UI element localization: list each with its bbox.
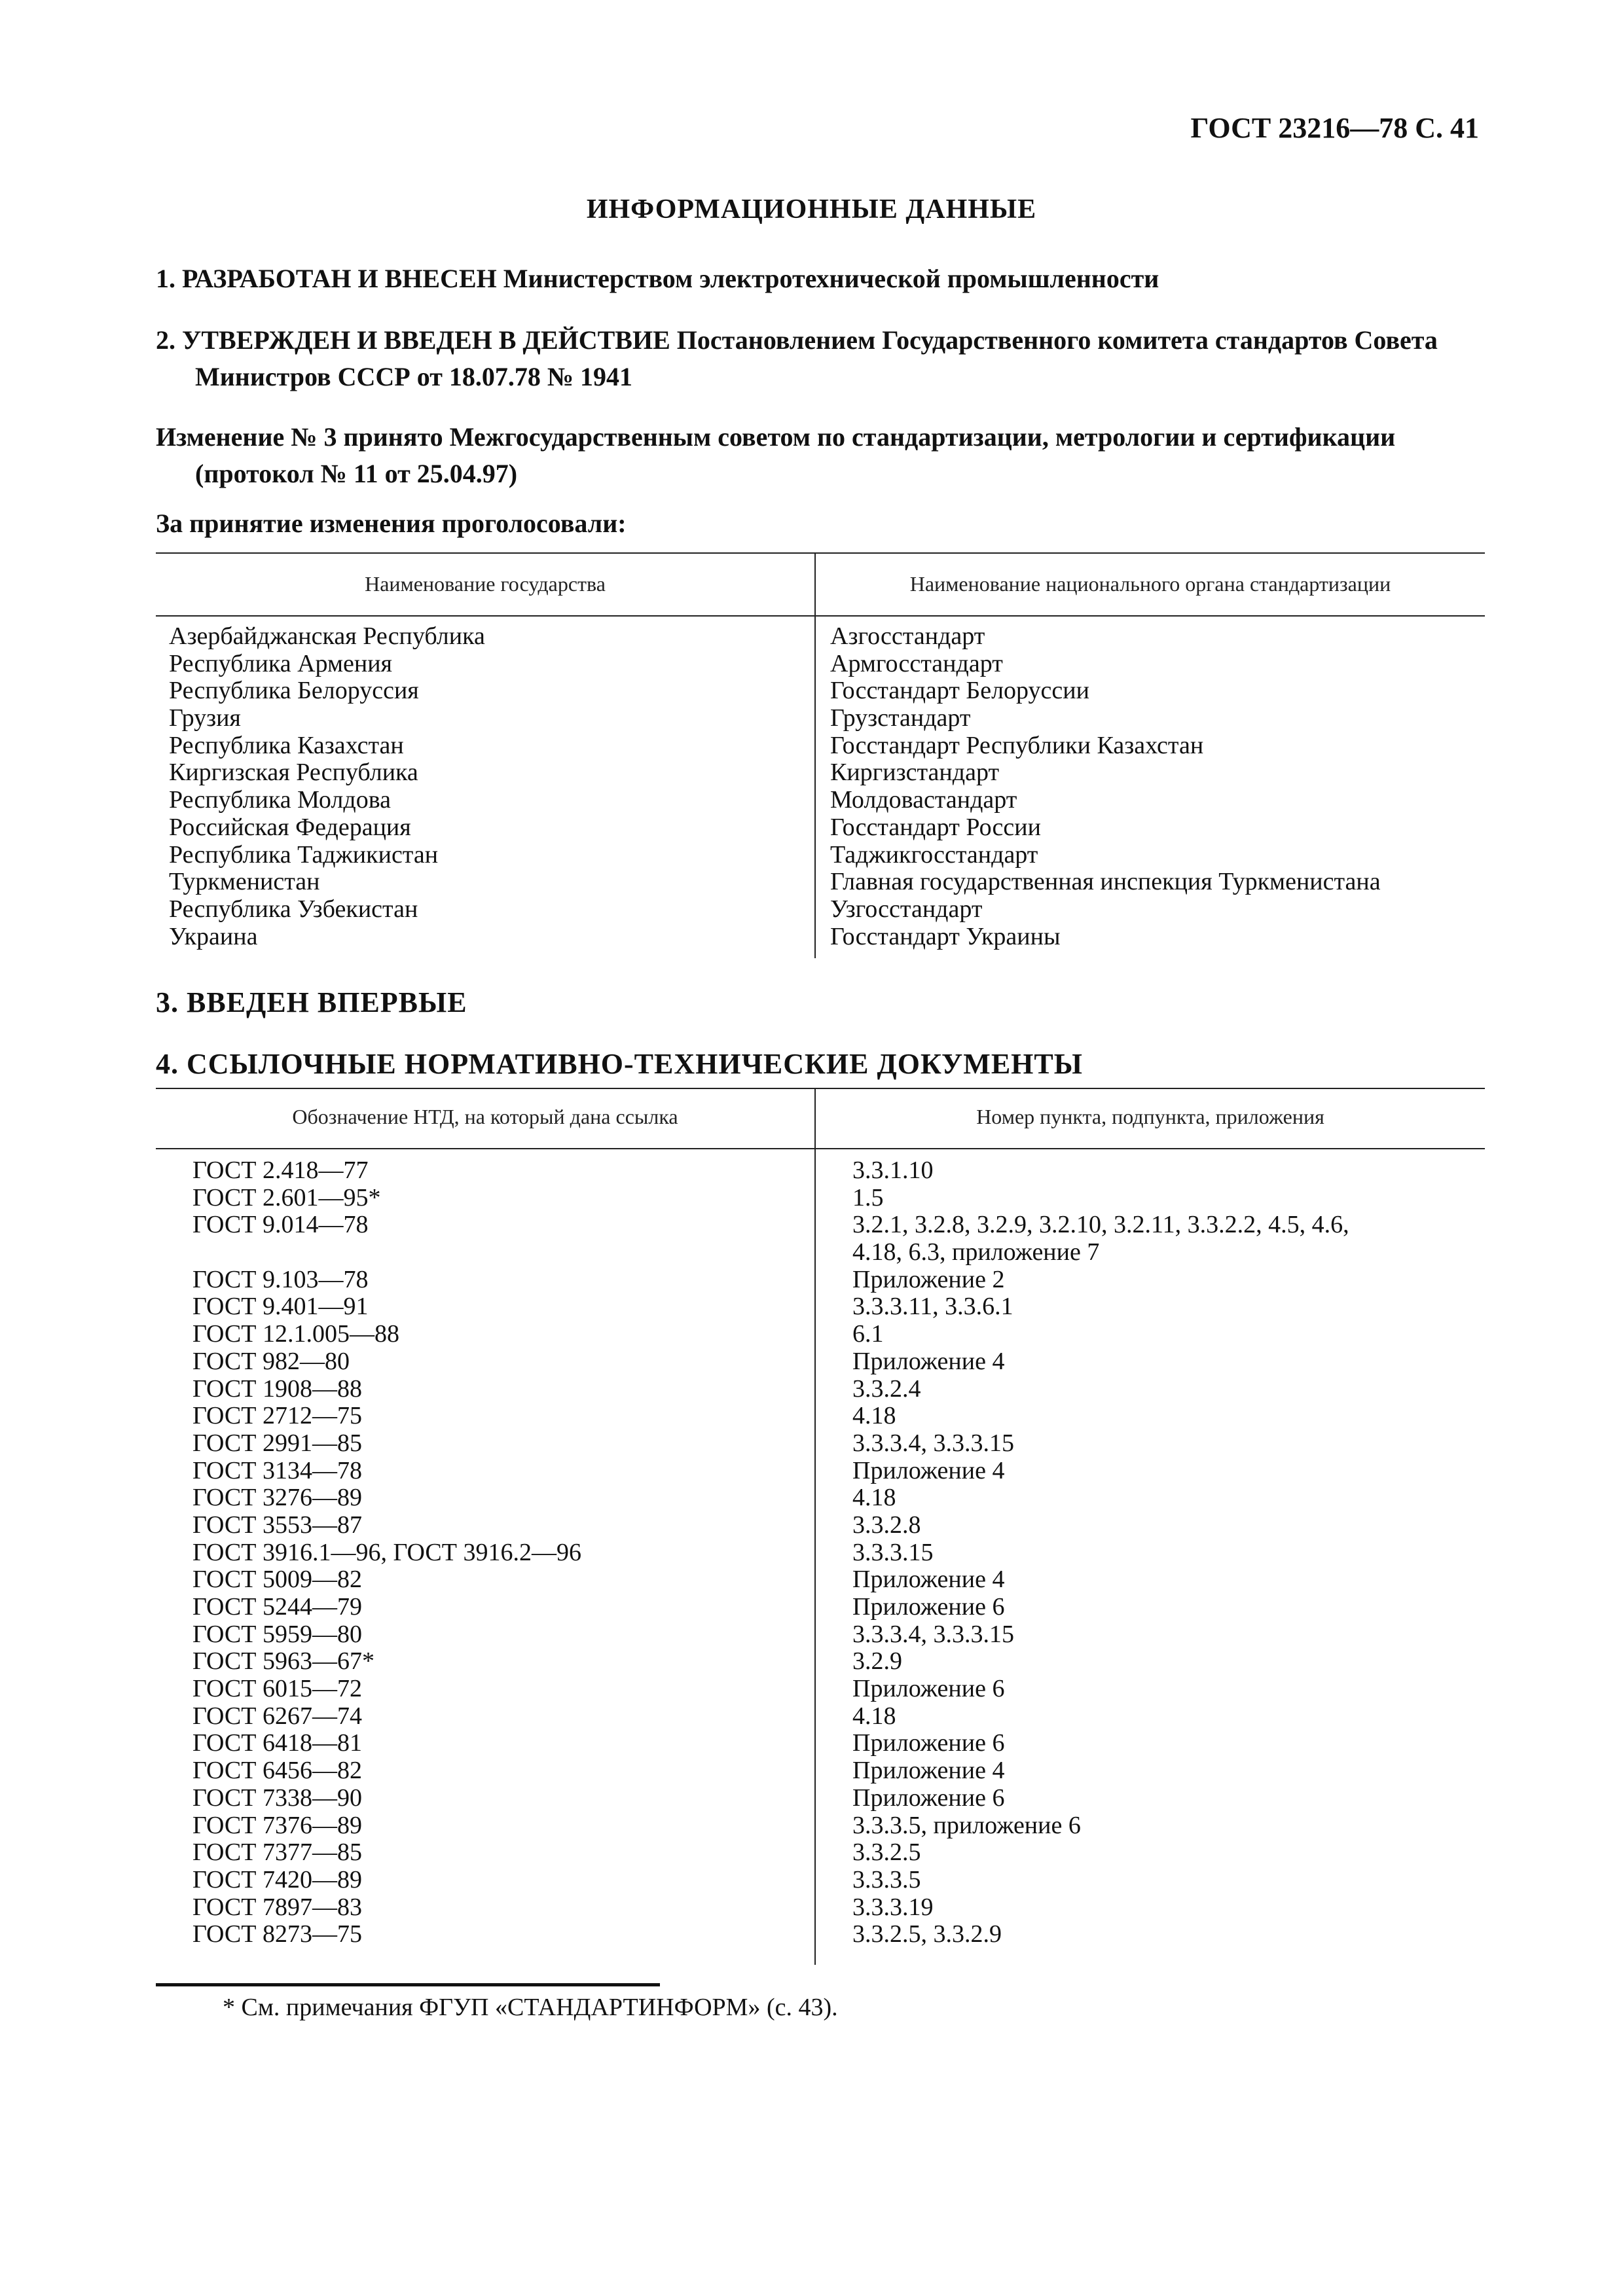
- state-name: Украина: [169, 922, 258, 950]
- referenced-document: ГОСТ 6015—72: [192, 1675, 362, 1703]
- column-header-document: Обозначение НТД, на который дана ссылка: [292, 1105, 678, 1128]
- standards-body: Киргизстандарт: [830, 759, 1000, 787]
- column-divider: [814, 1088, 816, 1965]
- referenced-document: ГОСТ 5963—67*: [192, 1647, 374, 1676]
- table-top-rule: [156, 552, 1485, 554]
- footnote: * См. примечания ФГУП «СТАНДАРТИНФОРМ» (с. 43).: [223, 1994, 838, 2021]
- clause-reference: 3.3.2.5, 3.3.2.9: [852, 1920, 1002, 1948]
- clause-reference: 4.18: [852, 1484, 896, 1512]
- standards-body: Госстандарт Украины: [830, 922, 1061, 950]
- clause-reference: 3.3.3.4, 3.3.3.15: [852, 1620, 1014, 1648]
- referenced-document: ГОСТ 12.1.005—88: [192, 1320, 399, 1348]
- footnote-rule: [156, 1983, 660, 1986]
- clause-reference: Приложение 6: [852, 1593, 1005, 1621]
- standards-body: Госстандарт Белоруссии: [830, 677, 1089, 705]
- state-name: Республика Молдова: [169, 786, 392, 814]
- referenced-documents-column: [192, 1157, 581, 1948]
- clause-reference: 3.3.3.5, приложение 6: [852, 1811, 1081, 1839]
- clause-reference: 3.3.1.10: [852, 1157, 934, 1184]
- item-2-text: Постановлением Государственного комитета стандартов Совета Министров СССР от 18.07.78 № 1941: [195, 325, 1438, 391]
- standards-body: Молдовастандарт: [830, 786, 1017, 814]
- standards-body: Узгосстандарт: [830, 895, 983, 923]
- referenced-document: ГОСТ 6418—81: [192, 1729, 362, 1757]
- referenced-document: ГОСТ 5244—79: [192, 1593, 362, 1621]
- state-name: Российская Федерация: [169, 813, 411, 841]
- standards-body: Главная государственная инспекция Туркменистана: [830, 868, 1381, 896]
- referenced-document: ГОСТ 3134—78: [192, 1456, 362, 1484]
- standards-body: Грузстандарт: [830, 704, 971, 732]
- states-table: [156, 552, 1485, 958]
- referenced-document: [192, 1239, 581, 1266]
- clause-reference: 1.5: [852, 1183, 884, 1211]
- clause-reference: 3.3.2.5: [852, 1839, 921, 1867]
- referenced-document: ГОСТ 1908—88: [192, 1374, 362, 1403]
- clause-reference: Приложение 4: [852, 1456, 1005, 1484]
- header-bottom-rule: [156, 1148, 1485, 1149]
- referenced-document: ГОСТ 9.014—78: [192, 1211, 369, 1239]
- standards-body: Таджикгосстандарт: [830, 840, 1038, 869]
- item-3-heading: ВВЕДЕН ВПЕРВЫЕ: [187, 986, 467, 1018]
- referenced-document: ГОСТ 2712—75: [192, 1402, 362, 1430]
- state-name: Грузия: [169, 704, 241, 732]
- referenced-document: ГОСТ 982—80: [192, 1347, 350, 1375]
- referenced-document: ГОСТ 7897—83: [192, 1893, 362, 1921]
- clause-reference: 3.3.2.8: [852, 1511, 921, 1539]
- referenced-document: ГОСТ 7377—85: [192, 1839, 362, 1867]
- referenced-document: ГОСТ 7420—89: [192, 1865, 362, 1893]
- voted-heading: За принятие изменения проголосовали:: [156, 509, 627, 538]
- state-names-column: [169, 623, 485, 950]
- clause-reference: 3.3.3.15: [852, 1538, 934, 1566]
- clause-reference: 3.3.3.19: [852, 1893, 934, 1921]
- clause-reference: 3.2.9: [852, 1647, 902, 1676]
- column-header-body: Наименование национального органа стандартизации: [909, 572, 1391, 596]
- item-3-number: 3.: [156, 986, 179, 1018]
- referenced-document: ГОСТ 3553—87: [192, 1511, 362, 1539]
- clause-reference: 4.18: [852, 1402, 896, 1430]
- state-name: Республика Таджикистан: [169, 840, 439, 869]
- references-table: [156, 1088, 1485, 1965]
- item-3: [156, 986, 467, 1019]
- clause-reference: 3.3.3.5: [852, 1865, 921, 1893]
- referenced-document: ГОСТ 9.401—91: [192, 1293, 369, 1321]
- document-title: ИНФОРМАЦИОННЫЕ ДАННЫЕ: [586, 194, 1037, 224]
- referenced-document: ГОСТ 3916.1—96, ГОСТ 3916.2—96: [192, 1538, 581, 1566]
- clause-reference: Приложение 2: [852, 1265, 1005, 1293]
- standards-body: Армгосстандарт: [830, 649, 1003, 677]
- referenced-document: ГОСТ 5009—82: [192, 1566, 362, 1594]
- state-name: Республика Узбекистан: [169, 895, 418, 923]
- standards-body: Госстандарт России: [830, 813, 1041, 841]
- column-header-state: Наименование государства: [365, 572, 606, 596]
- page-header: ГОСТ 23216—78 С. 41: [1190, 112, 1479, 144]
- referenced-document: ГОСТ 9.103—78: [192, 1265, 369, 1293]
- clause-reference: 6.1: [852, 1320, 884, 1348]
- standards-bodies-column: [830, 623, 1381, 950]
- state-name: Республика Белоруссия: [169, 677, 419, 705]
- referenced-document: ГОСТ 6267—74: [192, 1702, 362, 1730]
- referenced-document: ГОСТ 2991—85: [192, 1429, 362, 1457]
- amendment-note: Изменение № 3 принято Межгосударственным советом по стандартизации, метрологии и сертификации (протокол № 11 от 25.04.97): [156, 422, 1396, 488]
- clause-reference: Приложение 4: [852, 1757, 1005, 1785]
- standards-body: Азгосстандарт: [830, 622, 985, 650]
- referenced-document: ГОСТ 6456—82: [192, 1757, 362, 1785]
- item-2: [156, 322, 1485, 395]
- clause-reference: 4.18: [852, 1702, 896, 1730]
- item-2-number: 2.: [156, 325, 175, 355]
- item-1-text: Министерством электротехнической промышленности: [503, 264, 1159, 293]
- referenced-document: ГОСТ 3276—89: [192, 1484, 362, 1512]
- item-4: [156, 1047, 1083, 1081]
- state-name: Киргизская Республика: [169, 759, 418, 787]
- standards-body: Госстандарт Республики Казахстан: [830, 731, 1204, 759]
- state-name: Республика Казахстан: [169, 731, 404, 759]
- state-name: Республика Армения: [169, 649, 393, 677]
- referenced-document: ГОСТ 8273—75: [192, 1920, 362, 1948]
- state-name: Азербайджанская Республика: [169, 622, 485, 650]
- clause-reference: 3.3.3.11, 3.3.6.1: [852, 1293, 1013, 1321]
- item-2-heading: УТВЕРЖДЕН И ВВЕДЕН В ДЕЙСТВИЕ: [182, 325, 670, 355]
- item-1-number: 1.: [156, 264, 175, 293]
- clause-reference: 4.18, 6.3, приложение 7: [852, 1238, 1100, 1266]
- header-bottom-rule: [156, 615, 1485, 617]
- clause-reference: Приложение 6: [852, 1784, 1005, 1812]
- clause-reference: Приложение 6: [852, 1675, 1005, 1703]
- clause-reference: 3.3.3.4, 3.3.3.15: [852, 1429, 1014, 1457]
- item-1-heading: РАЗРАБОТАН И ВНЕСЕН: [182, 264, 497, 293]
- clause-reference: Приложение 6: [852, 1729, 1005, 1757]
- referenced-document: ГОСТ 5959—80: [192, 1620, 362, 1648]
- referenced-document: ГОСТ 7376—89: [192, 1811, 362, 1839]
- clause-reference: Приложение 4: [852, 1347, 1005, 1375]
- clause-reference: 3.3.2.4: [852, 1374, 921, 1403]
- referenced-document: ГОСТ 7338—90: [192, 1784, 362, 1812]
- column-divider: [814, 552, 816, 958]
- item-4-heading: ССЫЛОЧНЫЕ НОРМАТИВНО-ТЕХНИЧЕСКИЕ ДОКУМЕНТЫ: [187, 1048, 1083, 1080]
- referenced-document: ГОСТ 2.418—77: [192, 1157, 369, 1184]
- clause-reference: Приложение 4: [852, 1566, 1005, 1594]
- referenced-document: ГОСТ 2.601—95*: [192, 1183, 381, 1211]
- clause-reference: 3.2.1, 3.2.8, 3.2.9, 3.2.10, 3.2.11, 3.3.2.2, 4.5, 4.6,: [852, 1211, 1349, 1239]
- item-1: [156, 260, 1485, 297]
- state-name: Туркменистан: [169, 868, 320, 896]
- column-header-clauses: Номер пункта, подпункта, приложения: [976, 1105, 1324, 1128]
- table-top-rule: [156, 1088, 1485, 1089]
- clause-references-column: [852, 1157, 1349, 1948]
- item-4-number: 4.: [156, 1048, 179, 1080]
